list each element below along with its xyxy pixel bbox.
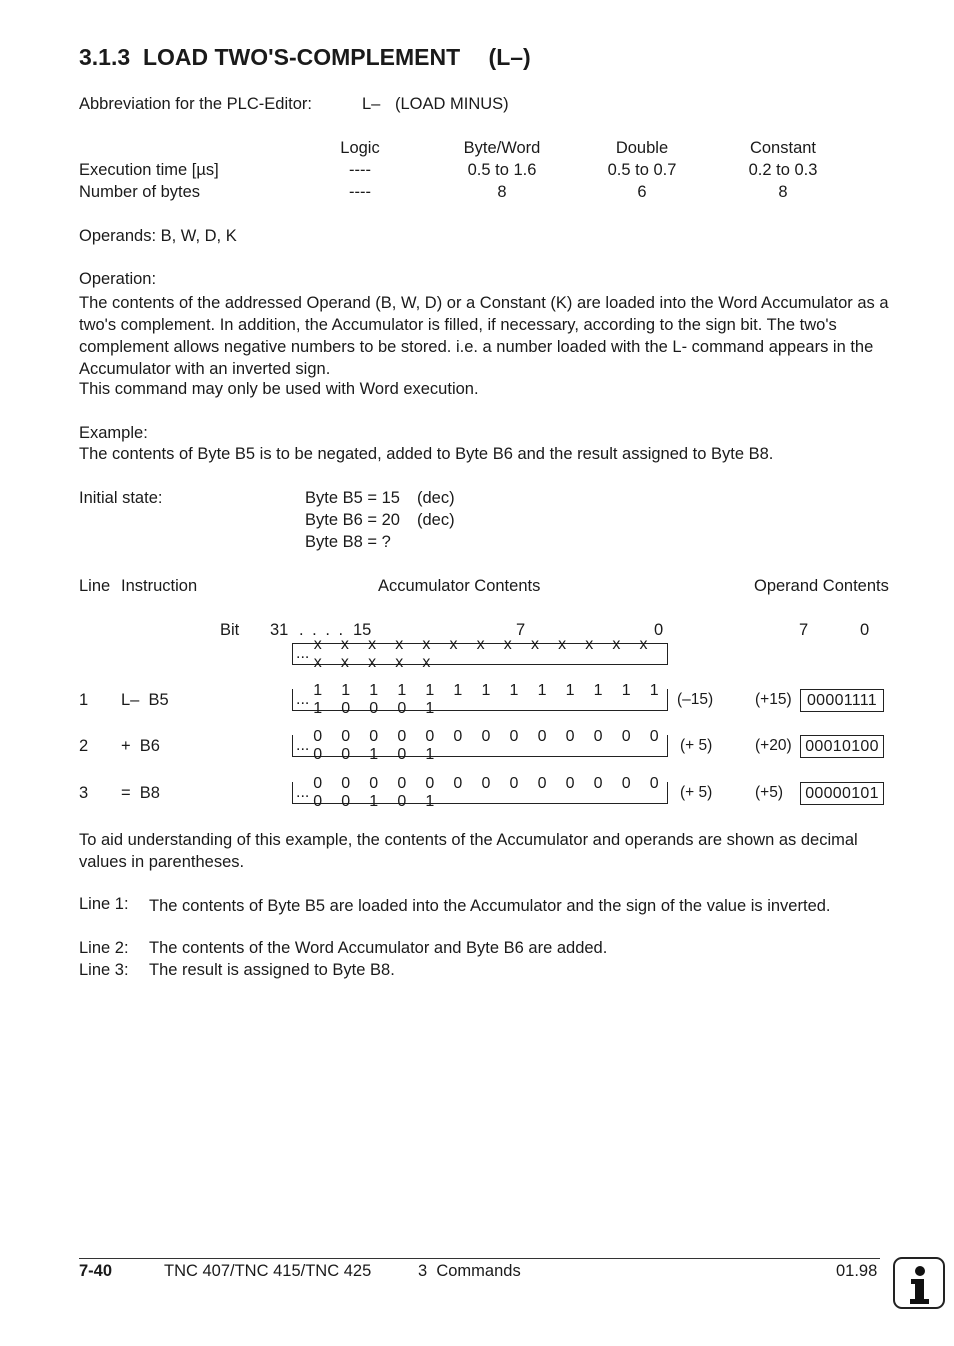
aid-text: To aid understanding of this example, the contents of the Accumulator and operands are shown as decimal values in parentheses. (79, 831, 858, 871)
header-instruction: Instruction (121, 577, 198, 595)
bit-dots: ... (296, 736, 310, 754)
accumulator-row (292, 727, 668, 763)
bit-values: 0 0 0 0 0 0 0 0 0 0 0 0 0 0 0 1 0 1 (313, 774, 666, 810)
abbreviation-value: L– (362, 95, 381, 113)
bit-values: 0 0 0 0 0 0 0 0 0 0 0 0 0 0 0 1 0 1 (313, 727, 666, 763)
header-operand: Operand Contents (754, 577, 889, 595)
line-note-label: Line 3: (79, 961, 129, 979)
bit-15: 15 (353, 621, 372, 639)
header-accumulator: Accumulator Contents (378, 577, 541, 595)
initial-state-unit: (dec) (417, 511, 455, 529)
accumulator-decimal: (–15) (677, 691, 714, 708)
accumulator-decimal: (+ 5) (680, 784, 713, 801)
section-code: (L–) (488, 44, 531, 70)
operand-bit-0: 0 (860, 621, 870, 639)
abbreviation-label: Abbreviation for the PLC-Editor: (79, 95, 312, 113)
bit-label: Bit (220, 621, 240, 639)
initial-state-line: Byte B5 = 15 (305, 489, 400, 507)
initial-state-unit: (dec) (417, 489, 455, 507)
bit-31: 31 (270, 621, 289, 639)
section-title: LOAD TWO'S-COMPLEMENT (142, 44, 461, 70)
table-cell: ---- (349, 161, 371, 179)
footer-divider (79, 1258, 880, 1259)
bit-7: 7 (516, 621, 526, 639)
accumulator-row (292, 681, 668, 717)
table-cell: 0.5 to 1.6 (467, 161, 537, 179)
footer-date: 01.98 (836, 1262, 878, 1280)
operand-bits-box: 00000101 (800, 782, 884, 805)
bit-values: x x x x x x x x x x x x x x x x x x (313, 636, 655, 671)
initial-state-line: Byte B8 = ? (305, 533, 391, 551)
line-note-text: The result is assigned to Byte B8. (149, 961, 395, 979)
line-note-label: Line 1: (79, 895, 129, 913)
table-cell: 0.5 to 0.7 (607, 161, 677, 179)
abbreviation-meaning: (LOAD MINUS) (395, 95, 509, 113)
table-cell: 6 (637, 183, 647, 201)
initial-state-label: Initial state: (79, 489, 163, 507)
operand-bit-7: 7 (799, 621, 809, 639)
operation-note: This command may only be used with Word execution. (79, 380, 479, 398)
operand-bits-box: 00001111 (800, 689, 884, 712)
example-text: The contents of Byte B5 is to be negated, added to Byte B6 and the result assigned to Byte B8. (79, 445, 774, 463)
operation-text: The contents of the addressed Operand (B, W, D) or a Constant (K) are loaded into the Word Accumulator as a two's complement. In addition, the Accumulator is filled, if necessary, according to the sign bit. The two's complement allows negative numbers to be stored. i.e. a number loaded with the L- command appears in the Accumulator with an inverted sign. (79, 294, 889, 378)
operand-decimal: (+5) (755, 784, 783, 801)
table-cell: 0.2 to 0.3 (748, 161, 818, 179)
table-cell: 8 (497, 183, 507, 201)
bit-dots: ... (296, 690, 310, 708)
info-icon (893, 1257, 945, 1309)
row-line-number: 1 (79, 691, 89, 709)
operand-bits-box: 00010100 (800, 735, 884, 758)
line-note-label: Line 2: (79, 939, 129, 957)
row-instruction: + B6 (121, 737, 160, 755)
operand-decimal: (+15) (755, 691, 792, 708)
row-instruction: = B8 (121, 784, 160, 802)
section-number: 3.1.3 (79, 44, 131, 70)
initial-state-line: Byte B6 = 20 (305, 511, 400, 529)
example-label: Example: (79, 424, 148, 442)
row-label-exec-time: Execution time [µs] (79, 161, 219, 179)
table-cell: ---- (349, 183, 371, 201)
row-instruction: L– B5 (121, 691, 169, 709)
bit-0: 0 (654, 621, 664, 639)
footer-product: TNC 407/TNC 415/TNC 425 (164, 1262, 372, 1280)
col-logic: Logic (340, 139, 380, 157)
line-note-text: The contents of Byte B5 are loaded into the Accumulator and the sign of the value is inverted. (149, 897, 831, 915)
row-line-number: 2 (79, 737, 89, 755)
footer-chapter: 3 Commands (418, 1262, 521, 1280)
row-label-bytes: Number of bytes (79, 183, 201, 201)
col-byte-word: Byte/Word (463, 139, 541, 157)
row-line-number: 3 (79, 784, 89, 802)
table-cell: 8 (778, 183, 788, 201)
accumulator-template-row (292, 636, 668, 671)
col-double: Double (615, 139, 669, 157)
bit-values: 1 1 1 1 1 1 1 1 1 1 1 1 1 1 0 0 0 1 (313, 681, 666, 717)
bit-separator: . . . . (299, 621, 346, 639)
accumulator-decimal: (+ 5) (680, 737, 713, 754)
operation-label: Operation: (79, 270, 157, 288)
line-note-text: The contents of the Word Accumulator and Byte B6 are added. (149, 939, 608, 957)
section-heading (79, 44, 531, 71)
accumulator-row (292, 774, 668, 810)
col-constant: Constant (749, 139, 817, 157)
bit-dots: ... (296, 783, 310, 801)
operand-decimal: (+20) (755, 737, 792, 754)
bit-dots: ... (296, 645, 310, 662)
header-line: Line (79, 577, 111, 595)
page-number: 7-40 (79, 1262, 113, 1280)
operands-text: Operands: B, W, D, K (79, 227, 237, 245)
